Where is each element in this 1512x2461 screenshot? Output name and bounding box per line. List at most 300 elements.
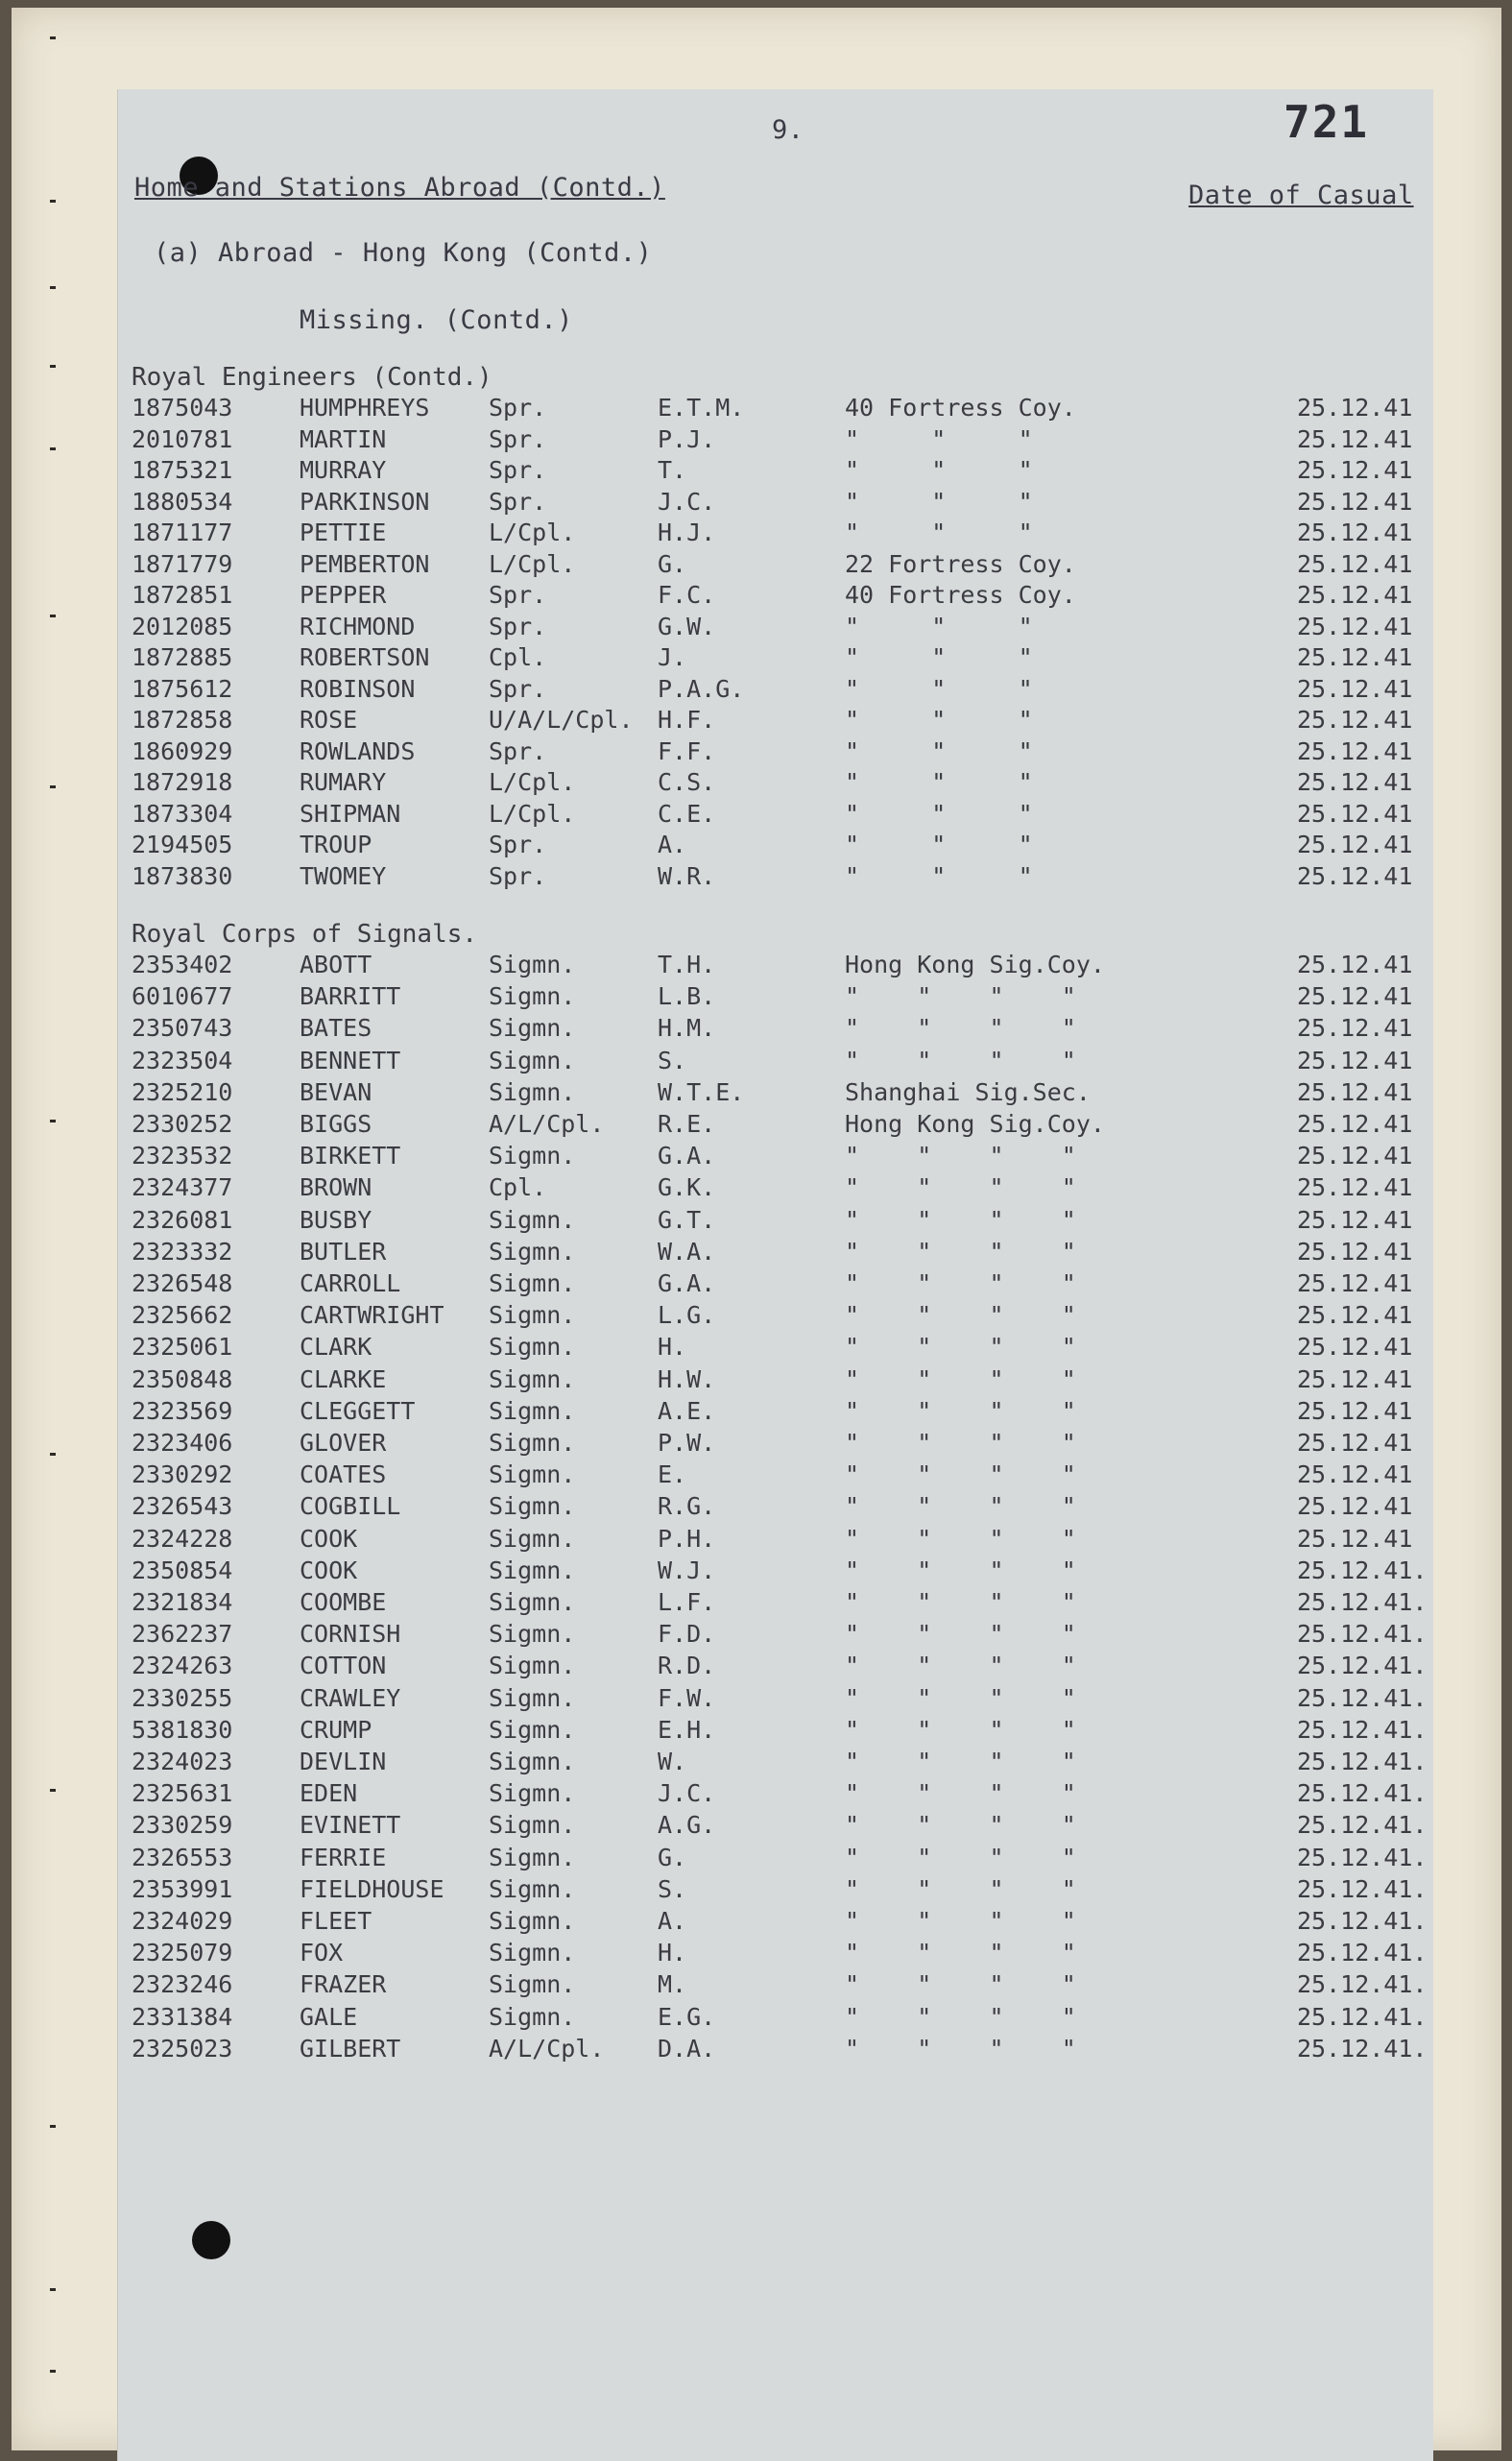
cell-unit: " " " " xyxy=(845,1556,1076,1584)
cell-unit: " " " xyxy=(845,424,1033,453)
cell-name: COGBILL xyxy=(300,1492,401,1521)
section-title-royal-signals: Royal Corps of Signals. xyxy=(132,920,478,949)
cell-name: COATES xyxy=(300,1460,387,1489)
cell-init: T.H. xyxy=(658,951,716,978)
cell-name: COOMBE xyxy=(300,1588,387,1616)
cell-unit: 40 Fortress Coy. xyxy=(845,394,1076,422)
cell-num: 1880534 xyxy=(132,487,233,516)
cell-name: BIGGS xyxy=(300,1110,372,1138)
cell-rank: Sigmn. xyxy=(489,1396,576,1425)
cell-unit: " " " " xyxy=(845,1173,1076,1202)
cell-init: D.A. xyxy=(658,2034,716,2063)
cell-unit: " " " " xyxy=(845,2002,1076,2031)
cell-init: R.D. xyxy=(658,1652,716,1680)
cell-init: P.H. xyxy=(658,1524,716,1553)
cell-name: BROWN xyxy=(300,1173,372,1202)
cell-name: FOX xyxy=(300,1939,344,1967)
cell-rank: Sigmn. xyxy=(489,1524,576,1553)
cell-date: 25.12.41 xyxy=(1297,612,1413,640)
cell-name: TROUP xyxy=(300,831,372,858)
table-row xyxy=(12,550,1442,581)
cell-num: 2325061 xyxy=(132,1333,233,1362)
cell-unit: 40 Fortress Coy. xyxy=(845,581,1076,609)
cell-rank: Spr. xyxy=(489,456,547,484)
cell-num: 1875043 xyxy=(132,394,233,422)
table-row xyxy=(12,1875,1442,1906)
cell-rank: Sigmn. xyxy=(489,1237,576,1266)
table-row xyxy=(12,1365,1442,1396)
cell-num: 1873830 xyxy=(132,861,233,890)
cell-num: 2324023 xyxy=(132,1748,233,1775)
cell-date: 25.12.41 xyxy=(1297,1237,1413,1266)
cell-name: PEMBERTON xyxy=(300,549,430,578)
table-row xyxy=(12,1652,1442,1682)
cell-init: P.A.G. xyxy=(658,674,745,703)
cell-date: 25.12.41. xyxy=(1297,1683,1428,1712)
cell-init: G. xyxy=(658,1843,687,1871)
cell-init: H.W. xyxy=(658,1364,716,1393)
cell-rank: Sigmn. xyxy=(489,951,576,978)
cell-unit: " " " xyxy=(845,487,1033,516)
cell-date: 25.12.41 xyxy=(1297,1460,1413,1489)
cell-init: R.E. xyxy=(658,1110,716,1138)
cell-rank: Sigmn. xyxy=(489,1364,576,1393)
cell-init: A. xyxy=(658,831,687,858)
cell-unit: " " " xyxy=(845,861,1033,890)
cell-rank: Sigmn. xyxy=(489,1142,576,1170)
margin-tick xyxy=(50,2288,56,2291)
cell-init: G.K. xyxy=(658,1173,716,1202)
cell-rank: Spr. xyxy=(489,831,547,858)
cell-unit: " " " " xyxy=(845,1364,1076,1393)
cell-date: 25.12.41 xyxy=(1297,1173,1413,1202)
cell-unit: " " " " xyxy=(845,1652,1076,1680)
cell-init: F.D. xyxy=(658,1620,716,1649)
cell-num: 2323406 xyxy=(132,1429,233,1457)
cell-init: C.S. xyxy=(658,768,716,796)
ledger-sheet xyxy=(12,8,1501,2450)
cell-date: 25.12.41 xyxy=(1297,394,1413,422)
cell-init: F.W. xyxy=(658,1683,716,1712)
cell-num: 1871177 xyxy=(132,519,233,546)
cell-name: BIRKETT xyxy=(300,1142,401,1170)
table-row xyxy=(12,488,1442,519)
cell-rank: Sigmn. xyxy=(489,1556,576,1584)
cell-unit: " " " " xyxy=(845,1779,1076,1808)
cell-date: 25.12.41 xyxy=(1297,1142,1413,1170)
cell-date: 25.12.41 xyxy=(1297,951,1413,978)
header-left: Home and Stations Abroad (Contd.) xyxy=(134,173,665,203)
cell-name: BATES xyxy=(300,1014,372,1043)
cell-date: 25.12.41. xyxy=(1297,1970,1428,1999)
table-row xyxy=(12,800,1442,831)
cell-name: ROWLANDS xyxy=(300,736,416,765)
cell-date: 25.12.41 xyxy=(1297,1429,1413,1457)
cell-rank: U/A/L/Cpl. xyxy=(489,706,634,734)
cell-date: 25.12.41 xyxy=(1297,768,1413,796)
cell-date: 25.12.41. xyxy=(1297,2002,1428,2031)
table-row xyxy=(12,643,1442,674)
table-row xyxy=(12,1269,1442,1300)
cell-date: 25.12.41. xyxy=(1297,1620,1428,1649)
cell-init: J. xyxy=(658,643,687,671)
cell-date: 25.12.41. xyxy=(1297,1779,1428,1808)
cell-init: W.R. xyxy=(658,861,716,890)
table-row xyxy=(12,1811,1442,1842)
cell-date: 25.12.41 xyxy=(1297,581,1413,609)
cell-init: L.G. xyxy=(658,1301,716,1330)
cell-init: G.W. xyxy=(658,612,716,640)
cell-rank: Spr. xyxy=(489,674,547,703)
cell-num: 1872858 xyxy=(132,706,233,734)
cell-unit: " " " xyxy=(845,768,1033,796)
cell-rank: Sigmn. xyxy=(489,1588,576,1616)
cell-init: H. xyxy=(658,1939,687,1967)
table-row xyxy=(12,1142,1442,1172)
cell-rank: A/L/Cpl. xyxy=(489,2034,605,2063)
table-row xyxy=(12,1173,1442,1204)
cell-date: 25.12.41 xyxy=(1297,799,1413,828)
table-row xyxy=(12,1779,1442,1810)
table-row xyxy=(12,862,1442,893)
cell-unit: " " " " xyxy=(845,1970,1076,1999)
cell-unit: Hong Kong Sig.Coy. xyxy=(845,951,1105,978)
cell-num: 2321834 xyxy=(132,1588,233,1616)
cell-init: H.F. xyxy=(658,706,716,734)
cell-unit: " " " xyxy=(845,612,1033,640)
cell-name: RUMARY xyxy=(300,768,387,796)
table-row xyxy=(12,1333,1442,1363)
cell-init: A. xyxy=(658,1907,687,1935)
cell-rank: Sigmn. xyxy=(489,1077,576,1106)
cell-init: H.J. xyxy=(658,519,716,546)
cell-init: W.J. xyxy=(658,1556,716,1584)
cell-num: 2323332 xyxy=(132,1237,233,1266)
cell-rank: Sigmn. xyxy=(489,1429,576,1457)
cell-date: 25.12.41 xyxy=(1297,706,1413,734)
cell-rank: Sigmn. xyxy=(489,1907,576,1935)
cell-init: S. xyxy=(658,1874,687,1903)
cell-rank: Cpl. xyxy=(489,643,547,671)
cell-num: 2325662 xyxy=(132,1301,233,1330)
cell-init: R.G. xyxy=(658,1492,716,1521)
cell-num: 2350848 xyxy=(132,1364,233,1393)
cell-name: ROSE xyxy=(300,706,358,734)
table-row xyxy=(12,1238,1442,1268)
cell-init: P.J. xyxy=(658,424,716,453)
margin-tick xyxy=(50,2370,56,2373)
cell-unit: " " " " xyxy=(845,1460,1076,1489)
table-row xyxy=(12,1206,1442,1237)
table-row xyxy=(12,425,1442,456)
cell-num: 1872885 xyxy=(132,643,233,671)
cell-date: 25.12.41. xyxy=(1297,2034,1428,2063)
cell-init: F.F. xyxy=(658,736,716,765)
cell-date: 25.12.41 xyxy=(1297,1110,1413,1138)
table-row xyxy=(12,1970,1442,2001)
cell-unit: Hong Kong Sig.Coy. xyxy=(845,1110,1105,1138)
cell-rank: Cpl. xyxy=(489,1173,547,1202)
cell-unit: " " " " xyxy=(845,1014,1076,1043)
cell-num: 2330255 xyxy=(132,1683,233,1712)
cell-init: W. xyxy=(658,1748,687,1775)
margin-tick xyxy=(50,365,56,368)
table-row xyxy=(12,1716,1442,1747)
cell-num: 2323569 xyxy=(132,1396,233,1425)
cell-unit: " " " " xyxy=(845,1683,1076,1712)
cell-init: G.A. xyxy=(658,1269,716,1297)
cell-name: BARRITT xyxy=(300,982,401,1011)
cell-rank: Spr. xyxy=(489,581,547,609)
cell-rank: Sigmn. xyxy=(489,1811,576,1840)
cell-rank: Sigmn. xyxy=(489,1301,576,1330)
cell-date: 25.12.41. xyxy=(1297,1939,1428,1967)
table-row xyxy=(12,1844,1442,1874)
cell-name: CLARKE xyxy=(300,1364,387,1393)
cell-name: CLARK xyxy=(300,1333,372,1362)
cell-num: 1860929 xyxy=(132,736,233,765)
cell-name: CLEGGETT xyxy=(300,1396,416,1425)
cell-num: 2324029 xyxy=(132,1907,233,1935)
table-row xyxy=(12,831,1442,861)
cell-num: 2330292 xyxy=(132,1460,233,1489)
margin-tick xyxy=(50,200,56,203)
cell-rank: Sigmn. xyxy=(489,1205,576,1234)
table-row xyxy=(12,1397,1442,1428)
cell-num: 2330259 xyxy=(132,1811,233,1840)
cell-unit: " " " xyxy=(845,831,1033,858)
cell-rank: Sigmn. xyxy=(489,1652,576,1680)
page-number: 721 xyxy=(1284,96,1370,148)
cell-unit: Shanghai Sig.Sec. xyxy=(845,1077,1091,1106)
cell-date: 25.12.41 xyxy=(1297,1269,1413,1297)
table-row xyxy=(12,1684,1442,1715)
cell-name: ROBINSON xyxy=(300,674,416,703)
cell-init: L.B. xyxy=(658,982,716,1011)
cell-date: 25.12.41 xyxy=(1297,1364,1413,1393)
cell-init: P.W. xyxy=(658,1429,716,1457)
cell-num: 2323246 xyxy=(132,1970,233,1999)
cell-name: ROBERTSON xyxy=(300,643,430,671)
cell-unit: " " " " xyxy=(845,1429,1076,1457)
table-row xyxy=(12,1620,1442,1651)
cell-init: W.T.E. xyxy=(658,1077,745,1106)
cell-init: E.H. xyxy=(658,1715,716,1744)
table-row xyxy=(12,581,1442,612)
margin-tick xyxy=(50,36,56,39)
cell-name: EDEN xyxy=(300,1779,358,1808)
cell-name: PEPPER xyxy=(300,581,387,609)
cell-num: 2350854 xyxy=(132,1556,233,1584)
cell-num: 2326553 xyxy=(132,1843,233,1871)
cell-num: 5381830 xyxy=(132,1715,233,1744)
cell-unit: " " " xyxy=(845,674,1033,703)
cell-date: 25.12.41. xyxy=(1297,1588,1428,1616)
cell-unit: " " " xyxy=(845,643,1033,671)
cell-name: CORNISH xyxy=(300,1620,401,1649)
cell-init: F.C. xyxy=(658,581,716,609)
cell-rank: L/Cpl. xyxy=(489,549,576,578)
cell-num: 2323532 xyxy=(132,1142,233,1170)
cell-name: CARTWRIGHT xyxy=(300,1301,444,1330)
cell-init: G.T. xyxy=(658,1205,716,1234)
cell-num: 2325210 xyxy=(132,1077,233,1106)
cell-rank: L/Cpl. xyxy=(489,768,576,796)
cell-date: 25.12.41 xyxy=(1297,1077,1413,1106)
cell-rank: Sigmn. xyxy=(489,1715,576,1744)
cell-date: 25.12.41. xyxy=(1297,1907,1428,1935)
cell-num: 2323504 xyxy=(132,1046,233,1074)
cell-rank: Spr. xyxy=(489,487,547,516)
cell-date: 25.12.41 xyxy=(1297,1524,1413,1553)
cell-rank: Sigmn. xyxy=(489,1492,576,1521)
cell-unit: " " " " xyxy=(845,1205,1076,1234)
cell-unit: " " " " xyxy=(845,2034,1076,2063)
cell-rank: A/L/Cpl. xyxy=(489,1110,605,1138)
cell-rank: Sigmn. xyxy=(489,1333,576,1362)
cell-rank: Sigmn. xyxy=(489,1843,576,1871)
cell-rank: Spr. xyxy=(489,424,547,453)
cell-init: E. xyxy=(658,1460,687,1489)
cell-unit: " " " " xyxy=(845,1843,1076,1871)
cell-name: PARKINSON xyxy=(300,487,430,516)
cell-unit: " " " " xyxy=(845,1907,1076,1935)
cell-date: 25.12.41. xyxy=(1297,1715,1428,1744)
cell-date: 25.12.41 xyxy=(1297,1396,1413,1425)
cell-rank: Sigmn. xyxy=(489,1939,576,1967)
cell-name: BEVAN xyxy=(300,1077,372,1106)
status-heading: Missing. (Contd.) xyxy=(300,305,573,335)
cell-rank: Sigmn. xyxy=(489,1269,576,1297)
header-right: Date of Casual xyxy=(1188,181,1414,210)
cell-num: 2362237 xyxy=(132,1620,233,1649)
cell-num: 2324263 xyxy=(132,1652,233,1680)
cell-init: H.M. xyxy=(658,1014,716,1043)
table-row xyxy=(12,1939,1442,1969)
cell-date: 25.12.41 xyxy=(1297,831,1413,858)
cell-num: 2330252 xyxy=(132,1110,233,1138)
cell-unit: " " " " xyxy=(845,1811,1076,1840)
margin-tick xyxy=(50,286,56,289)
cell-name: GILBERT xyxy=(300,2034,401,2063)
cell-rank: Spr. xyxy=(489,394,547,422)
cell-rank: Sigmn. xyxy=(489,1683,576,1712)
cell-init: T. xyxy=(658,456,687,484)
cell-init: L.F. xyxy=(658,1588,716,1616)
cell-init: S. xyxy=(658,1046,687,1074)
table-row xyxy=(12,394,1442,424)
cell-num: 2012085 xyxy=(132,612,233,640)
cell-name: PETTIE xyxy=(300,519,387,546)
cell-name: DEVLIN xyxy=(300,1748,387,1775)
cell-name: COTTON xyxy=(300,1652,387,1680)
table-row xyxy=(12,2003,1442,2034)
cell-num: 1871779 xyxy=(132,549,233,578)
cell-date: 25.12.41 xyxy=(1297,1301,1413,1330)
cell-unit: " " " " xyxy=(845,1301,1076,1330)
cell-unit: " " " xyxy=(845,519,1033,546)
cell-name: BUTLER xyxy=(300,1237,387,1266)
cell-name: GALE xyxy=(300,2002,358,2031)
cell-num: 2325023 xyxy=(132,2034,233,2063)
cell-date: 25.12.41 xyxy=(1297,982,1413,1011)
cell-num: 2353402 xyxy=(132,951,233,978)
cell-unit: " " " xyxy=(845,736,1033,765)
cell-date: 25.12.41 xyxy=(1297,861,1413,890)
table-row xyxy=(12,1748,1442,1778)
cell-num: 1872918 xyxy=(132,768,233,796)
cell-unit: " " " " xyxy=(845,1874,1076,1903)
cell-num: 2325631 xyxy=(132,1779,233,1808)
table-row xyxy=(12,1525,1442,1556)
cell-name: BENNETT xyxy=(300,1046,401,1074)
cell-unit: " " " xyxy=(845,706,1033,734)
cell-num: 1875612 xyxy=(132,674,233,703)
cell-init: C.E. xyxy=(658,799,716,828)
cell-init: J.C. xyxy=(658,1779,716,1808)
cell-unit: " " " " xyxy=(845,1588,1076,1616)
cell-init: A.G. xyxy=(658,1811,716,1840)
cell-num: 2326548 xyxy=(132,1269,233,1297)
cell-unit: " " " " xyxy=(845,1715,1076,1744)
cell-unit: " " " " xyxy=(845,1333,1076,1362)
cell-name: FIELDHOUSE xyxy=(300,1874,444,1903)
cell-init: G.A. xyxy=(658,1142,716,1170)
cell-unit: " " " " xyxy=(845,1939,1076,1967)
cell-unit: " " " " xyxy=(845,1046,1076,1074)
cell-name: CRUMP xyxy=(300,1715,372,1744)
cell-init: W.A. xyxy=(658,1237,716,1266)
cell-init: J.C. xyxy=(658,487,716,516)
table-row xyxy=(12,1556,1442,1587)
table-row xyxy=(12,1110,1442,1141)
cell-date: 25.12.41. xyxy=(1297,1811,1428,1840)
cell-init: E.G. xyxy=(658,2002,716,2031)
cell-init: E.T.M. xyxy=(658,394,745,422)
cell-name: ABOTT xyxy=(300,951,372,978)
cell-unit: " " " " xyxy=(845,1237,1076,1266)
cell-date: 25.12.41. xyxy=(1297,1556,1428,1584)
cell-date: 25.12.41 xyxy=(1297,549,1413,578)
cell-date: 25.12.41 xyxy=(1297,1205,1413,1234)
cell-num: 1873304 xyxy=(132,799,233,828)
cell-unit: " " " " xyxy=(845,1524,1076,1553)
sheet-number: 9. xyxy=(772,115,804,145)
table-row xyxy=(12,613,1442,643)
table-row xyxy=(12,1047,1442,1077)
table-row xyxy=(12,1078,1442,1109)
cell-date: 25.12.41. xyxy=(1297,1652,1428,1680)
cell-name: GLOVER xyxy=(300,1429,387,1457)
cell-unit: " " " " xyxy=(845,1396,1076,1425)
cell-date: 25.12.41 xyxy=(1297,519,1413,546)
cell-num: 2194505 xyxy=(132,831,233,858)
table-row xyxy=(12,1429,1442,1460)
cell-unit: " " " " xyxy=(845,1269,1076,1297)
cell-date: 25.12.41 xyxy=(1297,1014,1413,1043)
cell-date: 25.12.41 xyxy=(1297,674,1413,703)
cell-rank: Sigmn. xyxy=(489,1460,576,1489)
cell-rank: Sigmn. xyxy=(489,1748,576,1775)
cell-num: 2325079 xyxy=(132,1939,233,1967)
table-row xyxy=(12,1460,1442,1491)
table-row xyxy=(12,706,1442,736)
cell-rank: Sigmn. xyxy=(489,982,576,1011)
cell-num: 6010677 xyxy=(132,982,233,1011)
table-row xyxy=(12,737,1442,768)
cell-init: M. xyxy=(658,1970,687,1999)
cell-num: 2324228 xyxy=(132,1524,233,1553)
